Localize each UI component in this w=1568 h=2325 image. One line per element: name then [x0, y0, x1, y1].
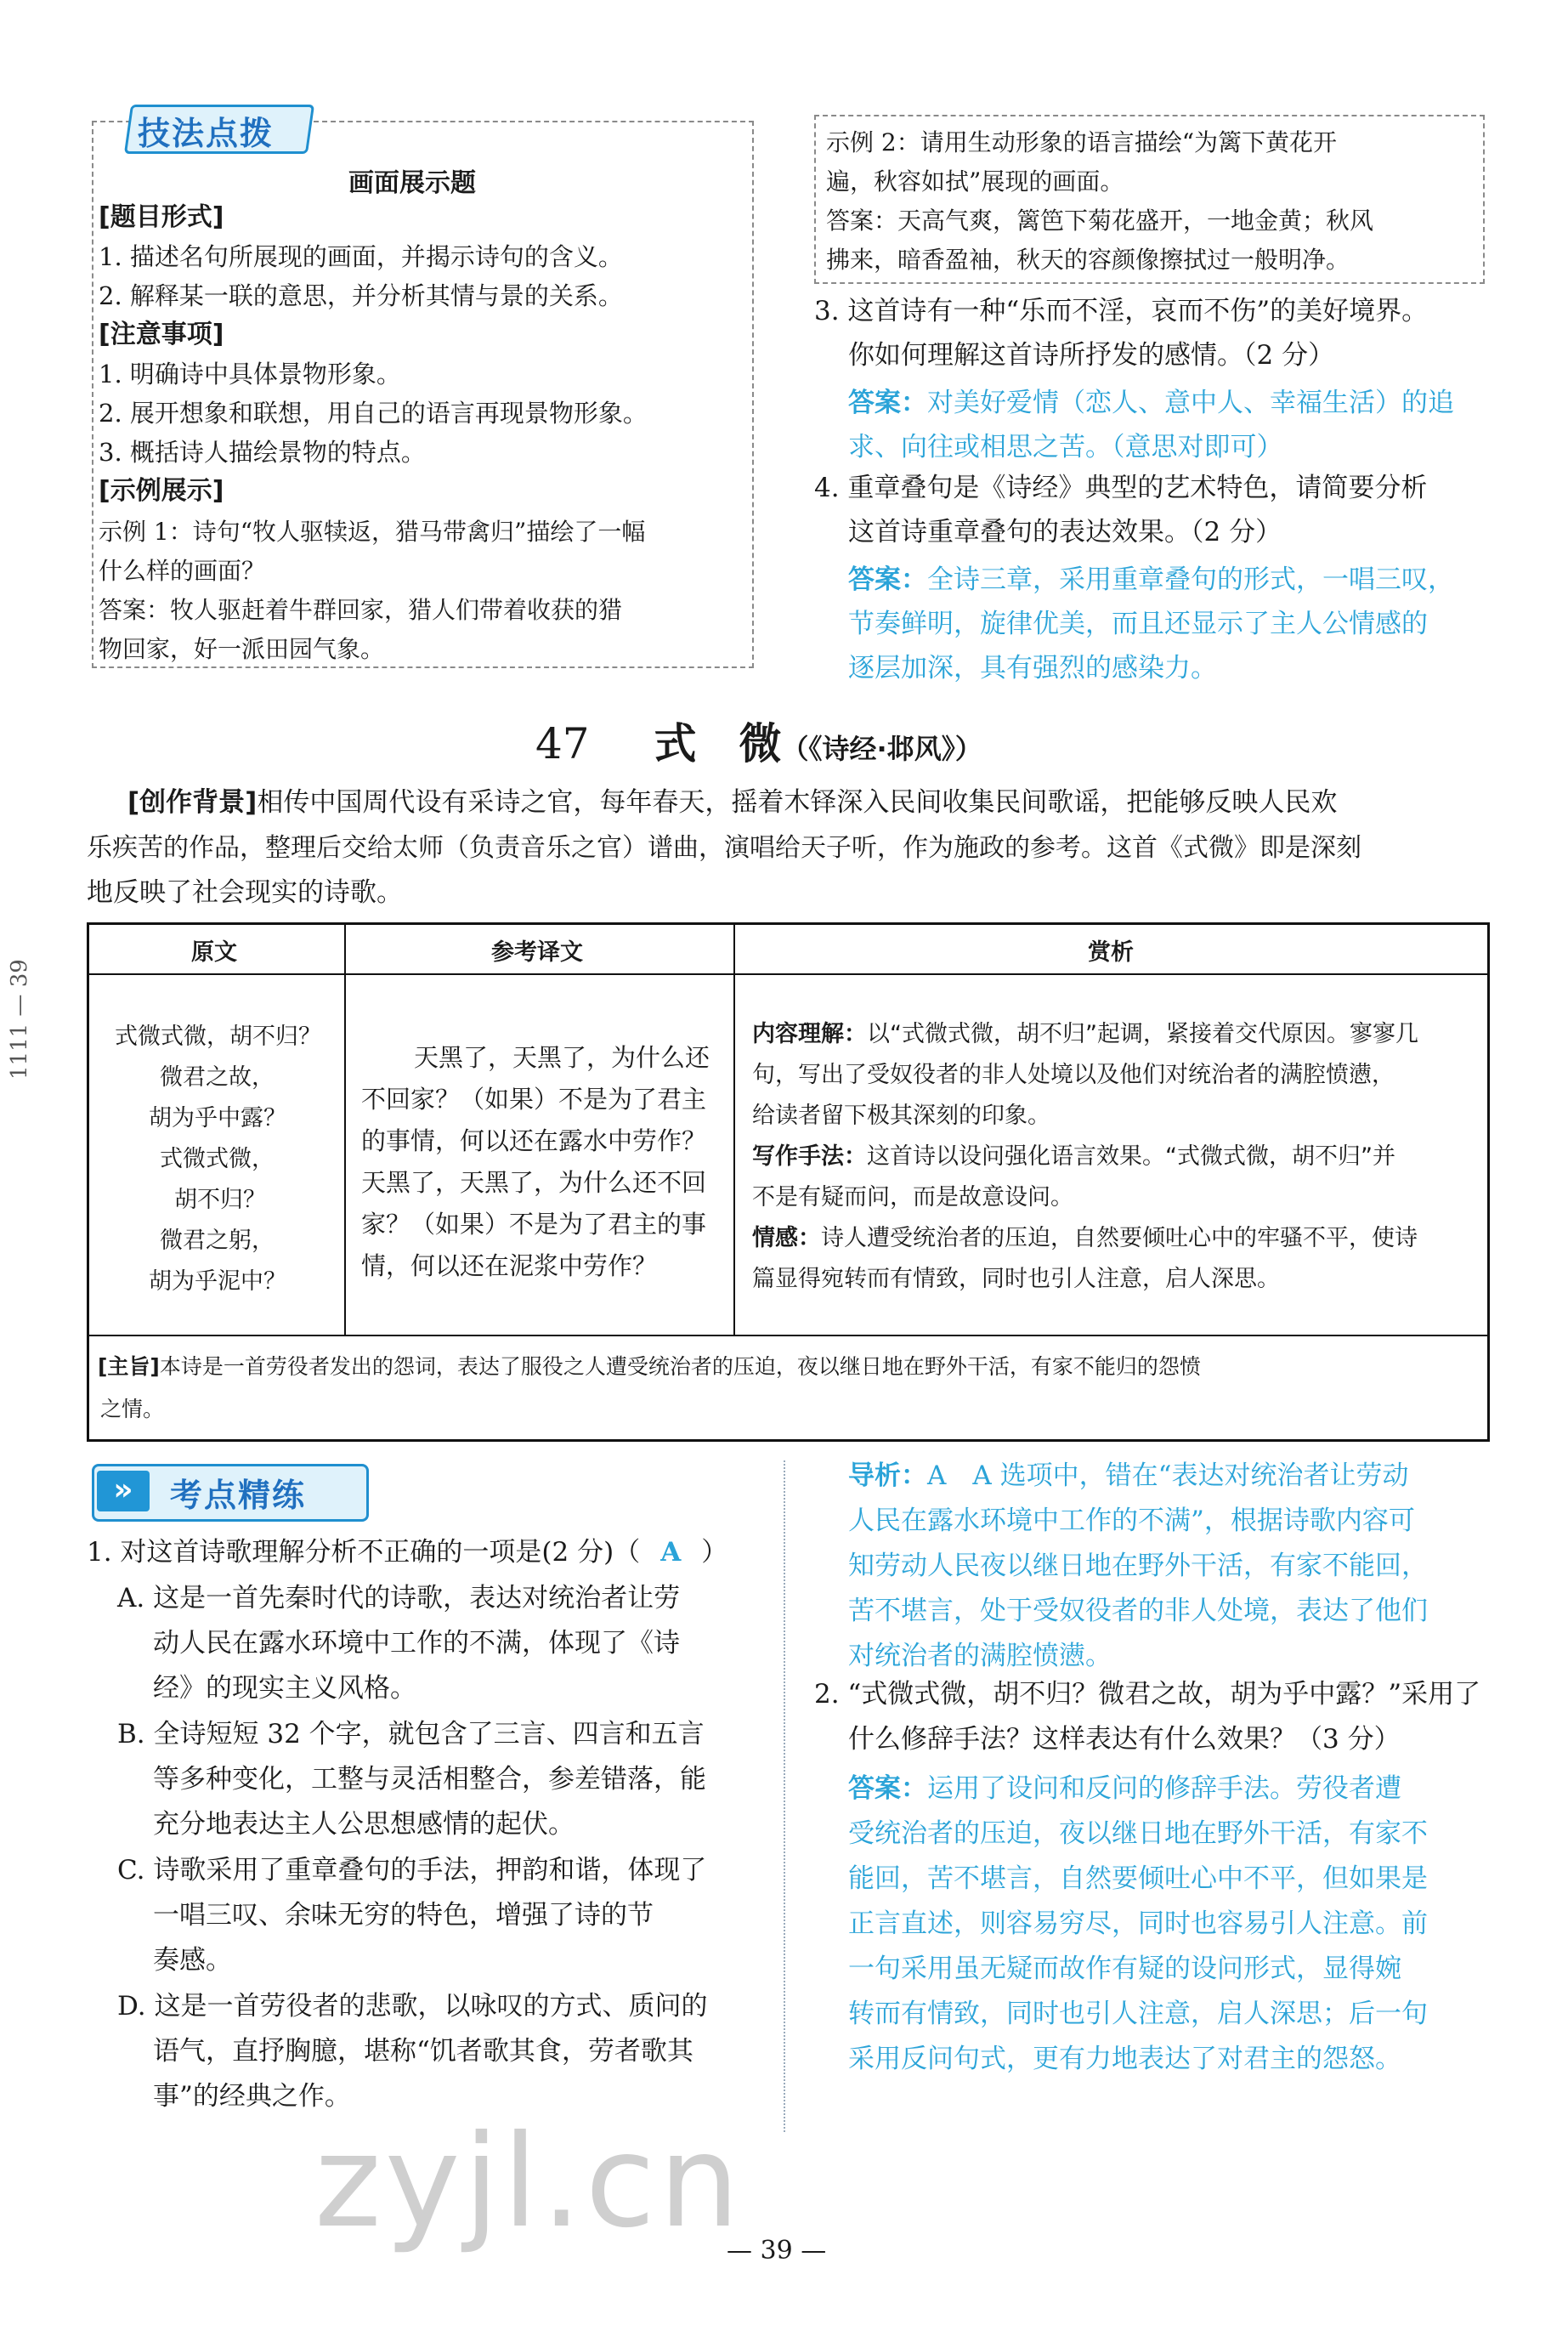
appr-content-label: 内容理解：: [752, 1021, 867, 1047]
tips-note-1: 1. 明确诗中具体景物形象。: [99, 360, 401, 388]
analysis-line-4: 苦不堪言，处于受奴役者的非人处境，表达了他们: [848, 1596, 1428, 1626]
q1-close: ）: [701, 1537, 728, 1568]
watermark: zyjl.cn: [314, 2108, 744, 2256]
q1-option-d-1: D. 这是一首劳役者的悲歌，以咏叹的方式、质问的: [117, 1991, 708, 2022]
poem-line: 胡不归？: [174, 1187, 266, 1213]
poem-line: 胡为乎泥中？: [149, 1268, 286, 1295]
table-theme-divider: [87, 1335, 1487, 1336]
q1-option-c-2: 一唱三叹、余味无穷的特色，增强了诗的节: [153, 1900, 654, 1931]
q4-answer-label: 答案：: [848, 564, 927, 595]
poem-line: 胡为乎中露？: [149, 1105, 286, 1131]
tips-heading-form: [题目形式]: [99, 202, 224, 232]
background-line-2: 乐疾苦的作品，整理后交给太师（负责音乐之官）谱曲，演唱给天子听，作为施政的参考。这首《式微》即是深刻: [87, 833, 1361, 863]
q3-answer-2: 求、向往或相思之苦。（意思对即可）: [848, 432, 1283, 462]
tips-tab-label: 技法点拨: [138, 115, 275, 152]
section-poem-title: 式 微: [654, 719, 782, 768]
q1-option-d-3: 事”的经典之作。: [153, 2081, 351, 2112]
tips-form-1: 1. 描述名句所展现的画面，并揭示诗句的含义。: [99, 242, 623, 271]
example2-line-1: 示例 2：请用生动形象的语言描绘“为篱下黄花开: [826, 128, 1338, 156]
translation-line: 不回家？（如果）不是为了君主: [361, 1085, 707, 1114]
tips-heading-notes: [注意事项]: [99, 320, 224, 349]
q2-answer-label: 答案：: [848, 1773, 927, 1804]
q3-answer-1: 对美好爱情（恋人、意中人、幸福生活）的追: [927, 388, 1454, 418]
q1-option-c-1: C. 诗歌采用了重章叠句的手法，押韵和谐，体现了: [117, 1855, 707, 1886]
analysis-line-1: A A 选项中，错在“表达对统治者让劳动: [927, 1460, 1409, 1491]
appr-emotion-label: 情感：: [752, 1225, 821, 1251]
q1-option-a-3: 经》的现实主义风格。: [153, 1673, 416, 1704]
q1-option-b-2: 等多种变化，工整与灵活相整合，参差错落，能: [153, 1764, 706, 1795]
q1-option-b-1: B. 全诗短短 32 个字，就包含了三言、四言和五言: [117, 1719, 705, 1749]
translation-line: 家？（如果）不是为了君主的事: [361, 1210, 707, 1239]
tips-title: 画面展示题: [348, 168, 476, 198]
analysis-line-3: 知劳动人民夜以继日地在野外干活，有家不能回，: [848, 1551, 1428, 1581]
appr-line: 诗人遭受统治者的压迫，自然要倾吐心中的牢骚不平，使诗: [821, 1225, 1418, 1251]
appr-line: 这首诗以设问强化语言效果。“式微式微，胡不归”并: [867, 1143, 1395, 1170]
q2-answer-1: 运用了设问和反问的修辞手法。劳役者遭: [927, 1773, 1401, 1804]
q3-stem-2: 你如何理解这首诗所抒发的感情。（2 分）: [848, 340, 1335, 371]
tips-example-3: 答案：牧人驱赶着牛群回家，猎人们带着收获的猎: [99, 596, 623, 624]
analysis-line-2: 人民在露水环境中工作的不满”，根据诗歌内容可: [848, 1506, 1415, 1536]
analysis-label: 导析：: [848, 1460, 927, 1491]
tips-example-2: 什么样的画面？: [99, 557, 266, 585]
q1-option-a-1: A. 这是一首先秦时代的诗歌，表达对统治者让劳: [117, 1583, 681, 1613]
side-margin-text: 1111 — 39: [7, 959, 32, 1080]
q2-answer-2: 受统治者的压迫，夜以继日地在野外干活，有家不: [848, 1818, 1428, 1849]
appr-line: 不是有疑而问，而是故意设问。: [752, 1184, 1073, 1211]
kaodian-title: 考点精练: [170, 1477, 307, 1514]
tips-note-2: 2. 展开想象和联想，用自己的语言再现景物形象。: [99, 399, 648, 428]
q3-stem-1: 3. 这首诗有一种“乐而不淫，哀而不伤”的美好境界。: [814, 296, 1429, 326]
q1-option-a-2: 动人民在露水环境中工作的不满，体现了《诗: [153, 1628, 680, 1659]
q1-option-c-3: 奏感。: [153, 1945, 232, 1976]
example2-line-3: 答案：天高气爽，篱笆下菊花盛开，一地金黄；秋风: [826, 207, 1374, 235]
q2-answer-5: 一句采用虽无疑而故作有疑的设问形式，显得婉: [848, 1954, 1401, 1984]
translation-line: 情，何以还在泥浆中劳作？: [361, 1251, 658, 1280]
q2-stem-2: 什么修辞手法？这样表达有什么效果？（3 分）: [848, 1724, 1401, 1755]
theme-label: [主旨]: [98, 1354, 160, 1379]
poem-line: 式微式微，: [160, 1146, 275, 1172]
theme-line-2: 之情。: [100, 1397, 165, 1421]
background-line-3: 地反映了社会现实的诗歌。: [87, 877, 403, 908]
translation-line: 天黑了，天黑了，为什么还: [414, 1043, 710, 1072]
example2-line-4: 拂来，暗香盈袖，秋天的容颜像擦拭过一般明净。: [826, 246, 1350, 274]
poem-line: 式微式微，胡不归？: [115, 1024, 321, 1050]
section-number: 47: [535, 719, 590, 768]
double-chevron-icon: »: [97, 1471, 150, 1511]
appr-line: 以“式微式微，胡不归”起调，紧接着交代原因。寥寥几: [867, 1021, 1418, 1047]
appr-line: 句，写出了受奴役者的非人处境以及他们对统治者的满腔愤懑，: [752, 1062, 1395, 1088]
column-divider: [784, 1460, 785, 2132]
q1-answer: A: [660, 1537, 682, 1568]
q4-stem-2: 这首诗重章叠句的表达效果。（2 分）: [848, 517, 1282, 547]
q4-answer-2: 节奏鲜明，旋律优美，而且还显示了主人公情感的: [848, 609, 1428, 639]
theme-line-1: 本诗是一首劳役者发出的怨词，表达了服役之人遭受统治者的压迫，夜以继日地在野外干活，有家不能归的怨愤: [159, 1354, 1201, 1379]
appr-line: 给读者留下极其深刻的印象。: [752, 1103, 1050, 1129]
q1-option-b-3: 充分地表达主人公思想感情的起伏。: [153, 1809, 575, 1840]
example2-line-2: 遍，秋容如拭”展现的画面。: [826, 167, 1124, 196]
table-header-appreciation: 赏析: [1088, 939, 1134, 966]
page-number: — 39 —: [727, 2236, 827, 2265]
q2-answer-6: 转而有情致，同时也引人注意，启人深思；后一句: [848, 1999, 1428, 2029]
tips-note-3: 3. 概括诗人描绘景物的特点。: [99, 438, 426, 467]
q4-answer-1: 全诗三章，采用重章叠句的形式，一唱三叹，: [927, 564, 1454, 595]
q3-answer-label: 答案：: [848, 388, 927, 418]
poem-line: 微君之故，: [160, 1064, 275, 1091]
q1-stem: 1. 对这首诗歌理解分析不正确的一项是(2 分)（: [87, 1537, 641, 1568]
q4-answer-3: 逐层加深，具有强烈的感染力。: [848, 653, 1217, 683]
q4-stem-1: 4. 重章叠句是《诗经》典型的艺术特色，请简要分析: [814, 473, 1428, 503]
poem-line: 微君之躬，: [160, 1228, 275, 1254]
q2-answer-3: 能回，苦不堪言，自然要倾吐心中不平，但如果是: [848, 1863, 1428, 1894]
table-col-divider-2: [733, 922, 735, 1336]
translation-line: 天黑了，天黑了，为什么还不回: [361, 1168, 707, 1197]
tips-example-4: 物回家，好一派田园气象。: [99, 635, 385, 663]
q2-stem-1: 2. “式微式微，胡不归？微君之故，胡为乎中露？”采用了: [814, 1679, 1481, 1710]
appr-technique-label: 写作手法：: [752, 1143, 867, 1170]
tips-heading-example: [示例展示]: [99, 476, 224, 506]
section-source: （《诗经·邶风》）: [781, 733, 982, 765]
tips-form-2: 2. 解释某一联的意思，并分析其情与景的关系。: [99, 281, 623, 310]
tips-example-1: 示例 1：诗句“牧人驱犊返，猎马带禽归”描绘了一幅: [99, 518, 646, 546]
q2-answer-7: 采用反问句式，更有力地表达了对君主的怨怒。: [848, 2044, 1401, 2074]
table-header-divider: [87, 973, 1487, 975]
appr-line: 篇显得宛转而有情致，同时也引人注意，启人深思。: [752, 1266, 1280, 1292]
translation-line: 的事情，何以还在露水中劳作？: [361, 1126, 707, 1155]
q1-option-d-2: 语气，直抒胸臆，堪称“饥者歌其食，劳者歌其: [153, 2036, 693, 2067]
table-header-translation: 参考译文: [491, 939, 583, 966]
table-header-original: 原文: [191, 939, 237, 966]
q2-answer-4: 正言直述，则容易穷尽，同时也容易引人注意。前: [848, 1908, 1428, 1939]
background-label: [创作背景]: [127, 787, 258, 818]
background-line-1: 相传中国周代设有采诗之官，每年春天，摇着木铎深入民间收集民间歌谣，把能够反映人民欢: [257, 787, 1338, 818]
table-col-divider-1: [344, 922, 346, 1336]
analysis-line-5: 对统治者的满腔愤懑。: [848, 1641, 1112, 1671]
section-title: [535, 710, 982, 771]
